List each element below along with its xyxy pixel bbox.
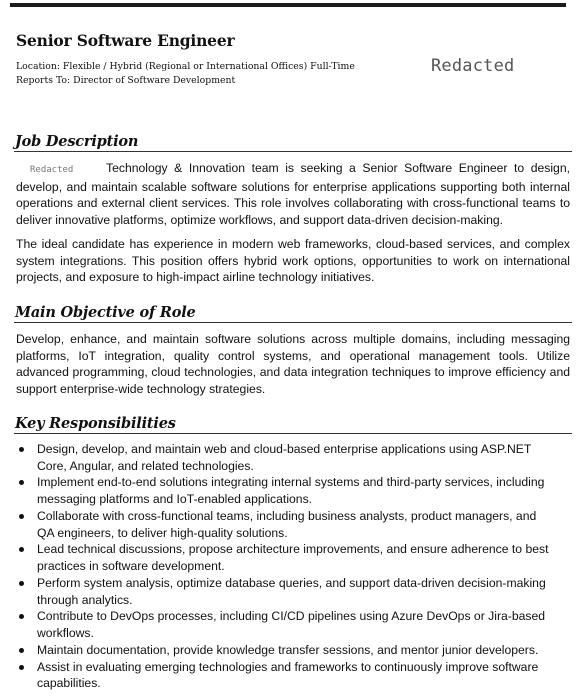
reports-to-line: Reports To: Director of Software Development bbox=[16, 75, 236, 86]
section-heading-main-objective bbox=[14, 302, 572, 323]
section-title: Main Objective of Role bbox=[15, 304, 196, 321]
location-line: Location: Flexible / Hybrid (Regional or International Offices) Full-Time bbox=[16, 61, 355, 72]
list-item: Lead technical discussions, propose architecture improvements, and ensure adherence to best practices in software development. bbox=[16, 541, 556, 574]
section-title: Key Responsibilities bbox=[15, 415, 176, 432]
list-item: Maintain documentation, provide knowledge transfer sessions, and mentor junior developers. bbox=[16, 642, 556, 659]
list-item: Perform system analysis, optimize database queries, and support data-driven decision-making through analytics. bbox=[16, 575, 556, 608]
list-item: Assist in evaluating emerging technologies and frameworks to continuously improve software capabilities. bbox=[16, 659, 556, 692]
list-item: Contribute to DevOps processes, including CI/CD pipelines using Azure DevOps or Jira-based workflows. bbox=[16, 608, 556, 641]
job-description-text-1: Technology & Innovation team is seeking a Senior Software Engineer to design, develop, and maintain scalable software solutions for enterprise applications supporting both internal operations and external client services. This role involves collaborating with cross-functional teams to deliver innovative platforms, optimize workflows, and support data-driven decision-making. bbox=[16, 161, 570, 227]
job-description-paragraph-2: The ideal candidate has experience in modern web frameworks, cloud-based services, and complex system integrations. This position offers hybrid work options, opportunities to work on international projects, and exposure to high-impact airline technology initiatives. bbox=[16, 237, 570, 285]
section-title: Job Description bbox=[15, 133, 139, 150]
redacted-company-name: Redacted bbox=[30, 165, 74, 175]
bullet-icon bbox=[19, 614, 24, 619]
bullet-icon bbox=[19, 547, 24, 552]
top-border-rule bbox=[10, 3, 566, 7]
job-title: Senior Software Engineer bbox=[16, 31, 235, 50]
bullet-icon bbox=[19, 665, 24, 670]
bullet-icon bbox=[19, 514, 24, 519]
main-objective-paragraph: Develop, enhance, and maintain software solutions across multiple domains, including messaging platforms, IoT integration, quality control systems, and operational management tools. Utilize advanced programming, cloud technologies, and data integration techniques to improve efficiency and support enterprise-wide technology strategies. bbox=[16, 332, 570, 396]
bullet-icon bbox=[19, 480, 24, 485]
job-meta bbox=[16, 60, 355, 88]
bullet-icon bbox=[19, 581, 24, 586]
list-item: Implement end-to-end solutions integrating internal systems and third-party services, including messaging platforms and IoT-enabled applications. bbox=[16, 474, 556, 507]
job-description-paragraph-1 bbox=[16, 160, 570, 228]
bullet-icon bbox=[19, 447, 24, 452]
list-item: Collaborate with cross-functional teams, including business analysts, product managers, and QA engineers, to deliver high-quality solutions. bbox=[16, 508, 556, 541]
list-item: Design, develop, and maintain web and cloud-based enterprise applications using ASP.NET Core, Angular, and related technologies. bbox=[16, 441, 556, 474]
section-heading-job-description bbox=[14, 131, 572, 152]
responsibilities-list bbox=[16, 441, 556, 692]
section-heading-key-responsibilities bbox=[14, 413, 572, 434]
bullet-icon bbox=[19, 648, 24, 653]
redacted-logo: Redacted bbox=[431, 56, 515, 76]
